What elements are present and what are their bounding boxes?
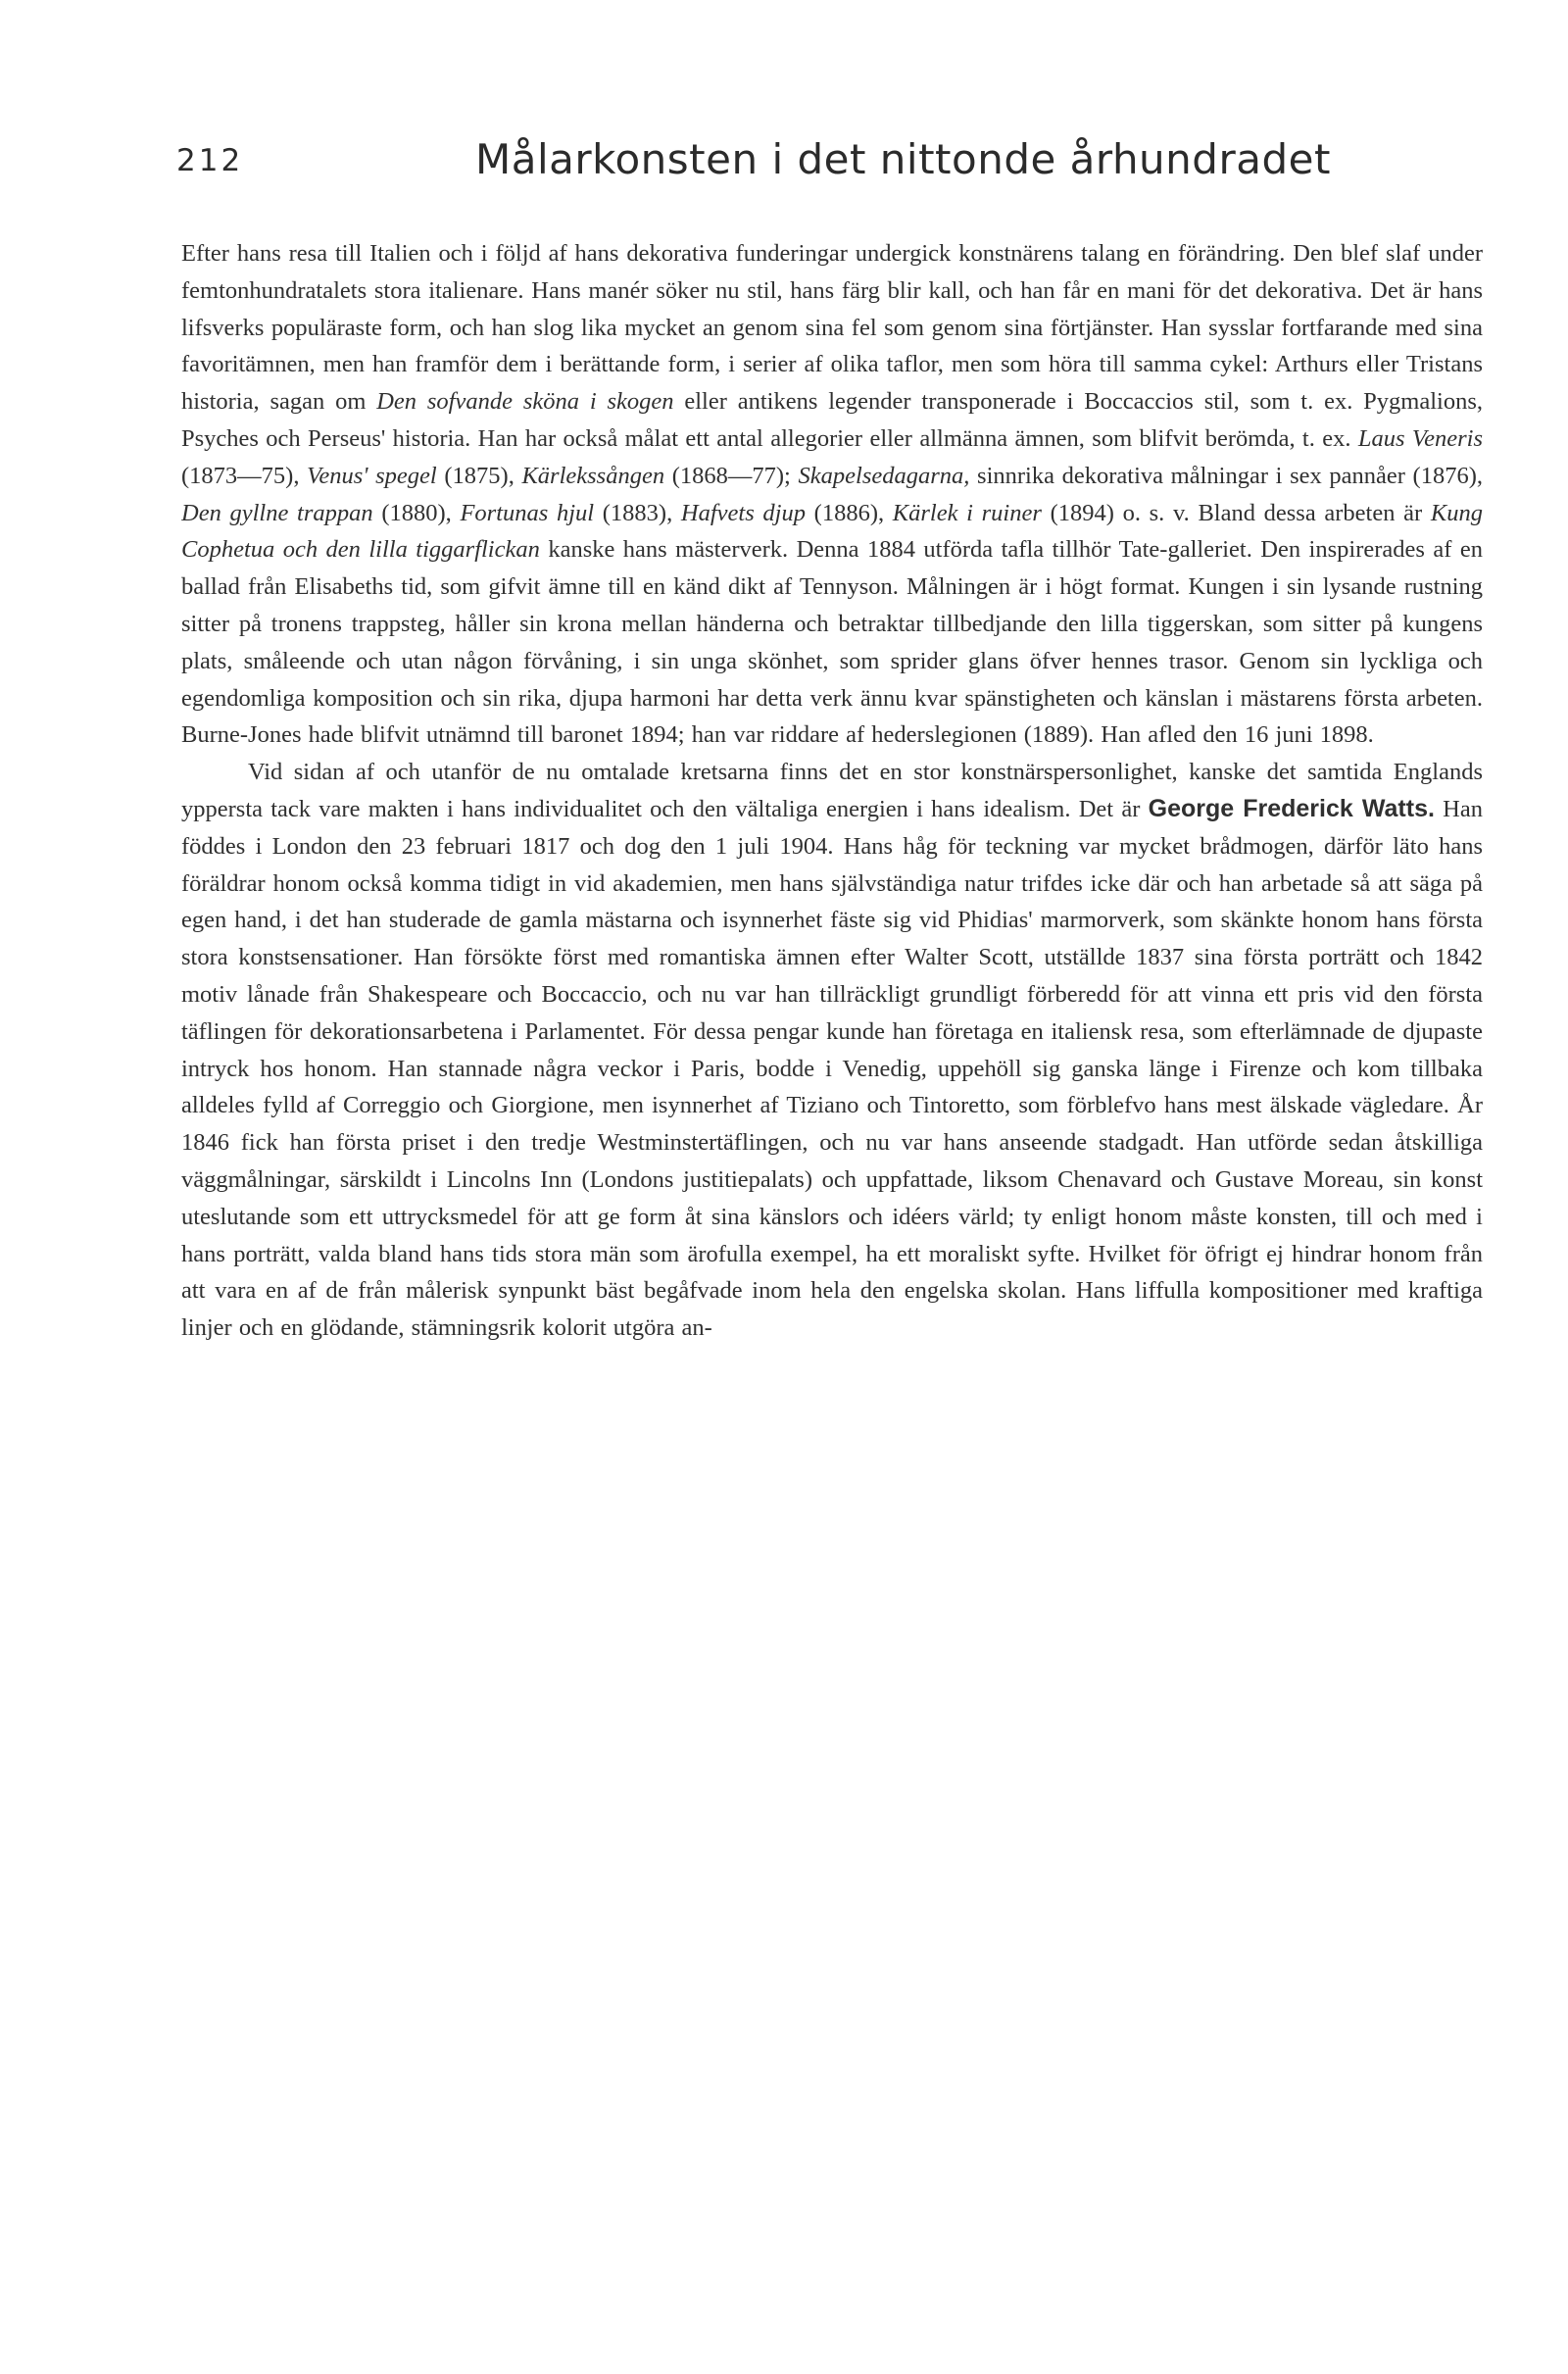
text-run: Vid sidan af och utanför de nu omtalade kretsarna finns det en stor konstnärspersonlighet, kanske det samtida Englands yppersta tack vare makten i hans individualitet och den vältaliga energien i hans idealism. Det är (181, 759, 1483, 822)
italic-title: Venus' spegel (307, 462, 437, 489)
text-run: Efter hans resa till Italien och i följd af hans dekorativa funderingar undergick konstnärens talang en förändring. Den blef slaf under femtonhundratalets stora italienare. Hans manér söker nu stil, hans färg blir kall, och han får en mani för det dekorativa. Det är hans lifsverks populäraste form, och han slog lika mycket an genom sina fel som genom sina förtjänster. Han sysslar fortfarande med sina favoritämnen, men han framför dem i berättande form, i serier af olika taflor, men som höra till samma cykel: Arthurs eller Tristans historia, sagan om (181, 240, 1483, 416)
italic-title: Kung Cophetua och den lilla tiggarflickan (181, 499, 1483, 564)
page-number: 212 (176, 143, 244, 178)
text-run: sinnrika dekorativa målningar i sex pannåer (1876), (969, 462, 1483, 489)
italic-title: Skapelsedagarna, (798, 462, 970, 489)
running-head (176, 135, 1480, 194)
paragraph-watts (181, 754, 1483, 1347)
italic-title: Den sofvande sköna i skogen (376, 388, 674, 416)
text-run: (1886), (805, 499, 893, 526)
italic-title: Kärlekssången (521, 462, 665, 489)
text-run: (1880), (372, 499, 461, 526)
text-run: (1883), (594, 499, 681, 526)
paragraph-burne-jones (181, 235, 1483, 754)
italic-title: Fortunas hjul (460, 499, 595, 526)
italic-title: Hafvets djup (680, 499, 806, 526)
running-title: Målarkonsten i det nittonde århundradet (475, 135, 1331, 183)
text-run: eller antikens legender transponerade i Boccaccios stil, som t. ex. Pygmalions, Psyches och Perseus' historia. Han har också målat ett antal allegorier eller allmänna ämnen, som blifvit berömda, t. ex. (181, 388, 1483, 452)
text-run: (1875), (436, 462, 522, 489)
italic-title: Laus Veneris (1357, 424, 1483, 452)
italic-title: Den gyllne trappan (181, 499, 373, 526)
text-run: (1873—75), (181, 462, 308, 489)
text-run: kanske hans mästerverk. Denna 1884 utförda tafla tillhör Tate-galleriet. Den inspirerades af en ballad från Elisabeths tid, som gifvit ämne till en känd dikt af Tennyson. Målningen är i högt format. Kungen i sin lysande rustning sitter på tronens trappsteg, håller sin krona mellan händerna och betraktar tillbedjande den lilla tiggerskan, som sitter på kungens plats, småleende och utan någon förvåning, i sin unga skönhet, som sprider glans öfver hennes trasor. Genom sin lyckliga och egendomliga komposition och sin rika, djupa harmoni har detta verk ännu kvar spänstigheten och känslan i mästarens första arbeten. Burne-Jones hade blifvit utnämnd till baronet 1894; han var riddare af hederslegionen (1889). Han afled den 16 juni 1898. (181, 536, 1483, 749)
artist-name: George Frederick Watts. (1148, 794, 1435, 822)
body-text (181, 235, 1483, 2323)
text-run: (1894) o. s. v. Bland dessa arbeten är (1041, 499, 1431, 526)
italic-title: Kärlek i ruiner (892, 499, 1042, 526)
text-run: Han föddes i London den 23 februari 1817 och dog den 1 juli 1904. Hans håg för teckning var mycket brådmogen, därför läto hans föräldrar honom också komma tidigt in vid akademien, men hans självständiga natur trifdes icke där och han arbetade så att säga på egen hand, i det han studerade de gamla mästarna och isynnerhet fäste sig vid Phidias' marmorverk, som skänkte honom hans första stora konstsensationer. Han försökte först med romantiska ämnen efter Walter Scott, utställde 1837 sina första porträtt och 1842 motiv lånade från Shakespeare och Boccaccio, och nu var han tillräckligt grundligt förberedd för att vinna ett pris vid den första täflingen för dekorationsarbetena i Parlamentet. För dessa pengar kunde han företaga en italiensk resa, som efterlämnade de djupaste intryck hos honom. Han stannade några veckor i Paris, bodde i Venedig, uppehöll sig ganska länge i Firenze och kom tillbaka alldeles fylld af Correggio och Giorgione, men isynnerhet af Tiziano och Tintoretto, som förblefvo hans mest älskade vägledare. År 1846 fick han första priset i den tredje Westminstertäflingen, och nu var hans anseende stadgadt. Han utförde sedan åtskilliga väggmålningar, särskildt i Lincolns Inn (Londons justitiepalats) och uppfattade, liksom Chenavard och Gustave Moreau, sin konst uteslutande som ett uttrycksmedel för att ge form åt sina känslors och idéers värld; ty enligt honom måste konsten, till och med i hans porträtt, valda bland hans tids stora män som ärofulla exempel, ha ett moraliskt syfte. Hvilket för öfrigt ej hindrar honom från att vara en af de från målerisk synpunkt bäst begåfvade inom hela den engelska skolan. Hans liffulla kompositioner med kraftiga linjer och en glödande, stämningsrik kolorit utgöra an- (181, 795, 1483, 1342)
text-run: (1868—77); (664, 462, 799, 489)
